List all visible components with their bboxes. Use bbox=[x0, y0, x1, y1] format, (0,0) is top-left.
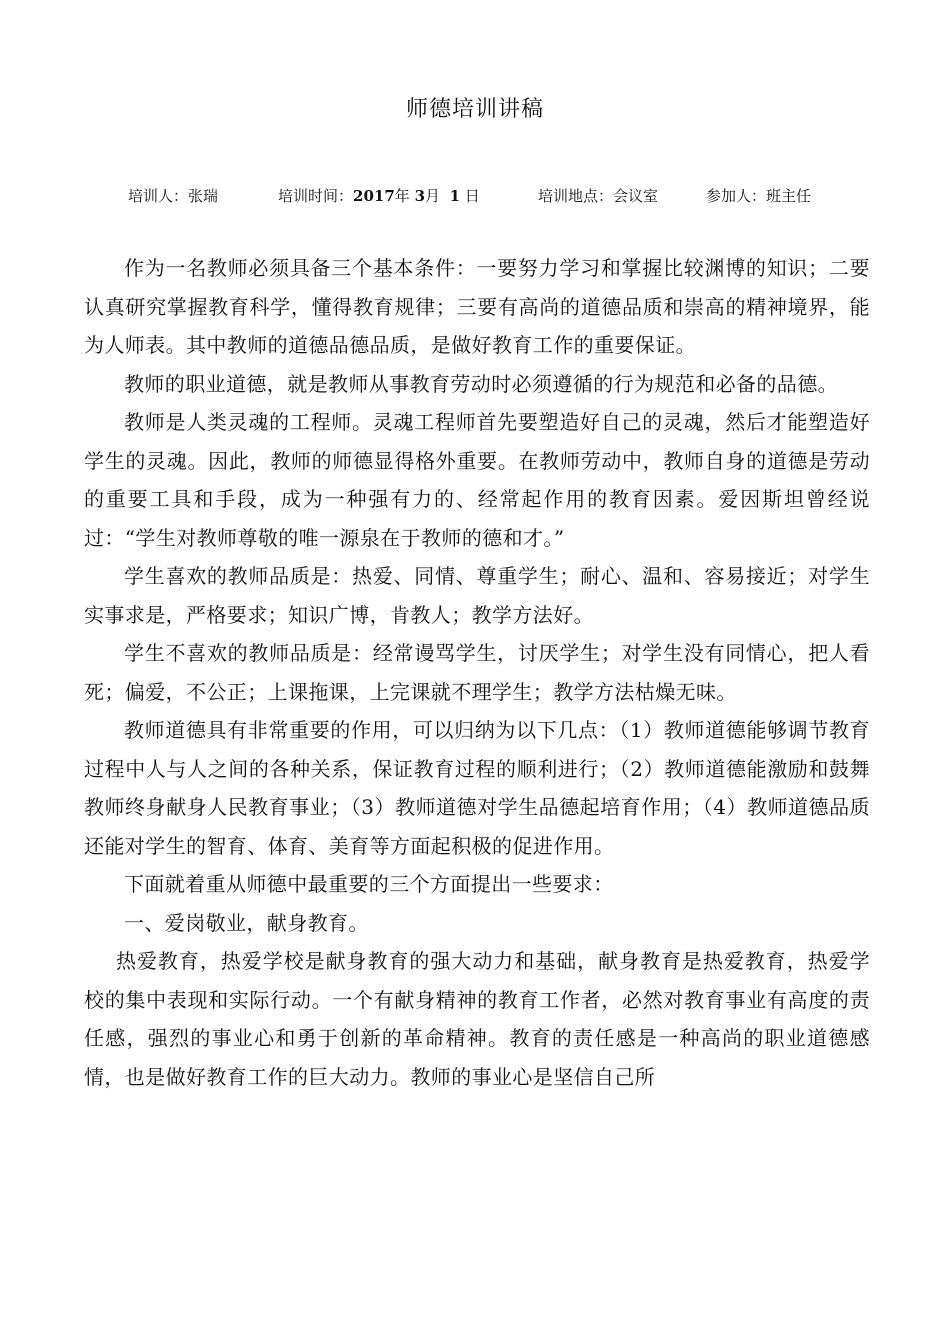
page-title: 师德培训讲稿 bbox=[405, 97, 544, 122]
training-meta-line bbox=[0, 185, 950, 209]
document-body bbox=[84, 249, 870, 1096]
paragraph: 教师的职业道德，就是教师从事教育劳动时必须遵循的行为规范和必备的品德。 bbox=[124, 371, 838, 396]
training-time-year-unit: 年 bbox=[394, 187, 410, 205]
training-time-month-unit: 月 bbox=[425, 187, 441, 205]
training-time-day: 1 bbox=[449, 187, 460, 205]
training-location-field: 培训地点：会议室 bbox=[538, 187, 659, 205]
participants-field: 参加人：班主任 bbox=[706, 187, 812, 205]
training-time-year: 2017 bbox=[353, 187, 395, 205]
paragraph: 作为一名教师必须具备三个基本条件：一要努力学习和掌握比较渊博的知识；二要认真研究掌握教育科学，懂得教育规律；三要有高尚的道德品质和崇高的精神境界，能为人师表。其中教师的道德品德品质，是做好教育工作的重要保证。 bbox=[84, 256, 870, 357]
paragraph: 教师道德具有非常重要的作用，可以归纳为以下几点：（1）教师道德能够调节教育过程中人与人之间的各种关系，保证教育过程的顺利进行；（2）教师道德能激励和鼓舞教师终身献身人民教育事业；（3）教师道德对学生品德起培育作用；（4）教师道德品质还能对学生的智育、体育、美育等方面起积极的促进作用。 bbox=[84, 718, 870, 858]
paragraph: 下面就着重从师德中最重要的三个方面提出一些要求： bbox=[124, 872, 614, 896]
paragraph: 教师是人类灵魂的工程师。灵魂工程师首先要塑造好自己的灵魂，然后才能塑造好学生的灵魂。因此，教师的师德显得格外重要。在教师劳动中，教师自身的道德是劳动的重要工具和手段，成为一种强有力的、经常起作用的教育因素。爱因斯坦曾经说过：“学生对教师尊敬的唯一源泉在于教师的德和才。” bbox=[84, 410, 870, 550]
paragraph: 学生喜欢的教师品质是：热爱、同情、尊重学生；耐心、温和、容易接近；对学生实事求是，严格要求；知识广博，肯教人；教学方法好。 bbox=[84, 564, 870, 627]
paragraph: 热爱教育，热爱学校是献身教育的强大动力和基础，献身教育是热爱教育，热爱学校的集中表现和实际行动。一个有献身精神的教育工作者，必然对教育事业有高度的责任感，强烈的事业心和勇于创新的革命精神。教育的责任感是一种高尚的职业道德感情，也是做好教育工作的巨大动力。教师的事业心是坚信自己所 bbox=[84, 949, 870, 1089]
training-time-month: 3 bbox=[414, 187, 425, 205]
paragraph: 学生不喜欢的教师品质是：经常谩骂学生，讨厌学生；对学生没有同情心，把人看死；偏爱，不公正；上课拖课，上完课就不理学生；教学方法枯燥无味。 bbox=[84, 641, 870, 704]
training-time-label: 培训时间： bbox=[278, 187, 354, 205]
trainer-field: 培训人：张瑞 bbox=[128, 187, 219, 205]
section-heading: 一、爱岗敬业，献身教育。 bbox=[124, 910, 369, 935]
training-time-day-unit: 日 bbox=[464, 187, 480, 205]
training-time-field bbox=[278, 185, 480, 206]
